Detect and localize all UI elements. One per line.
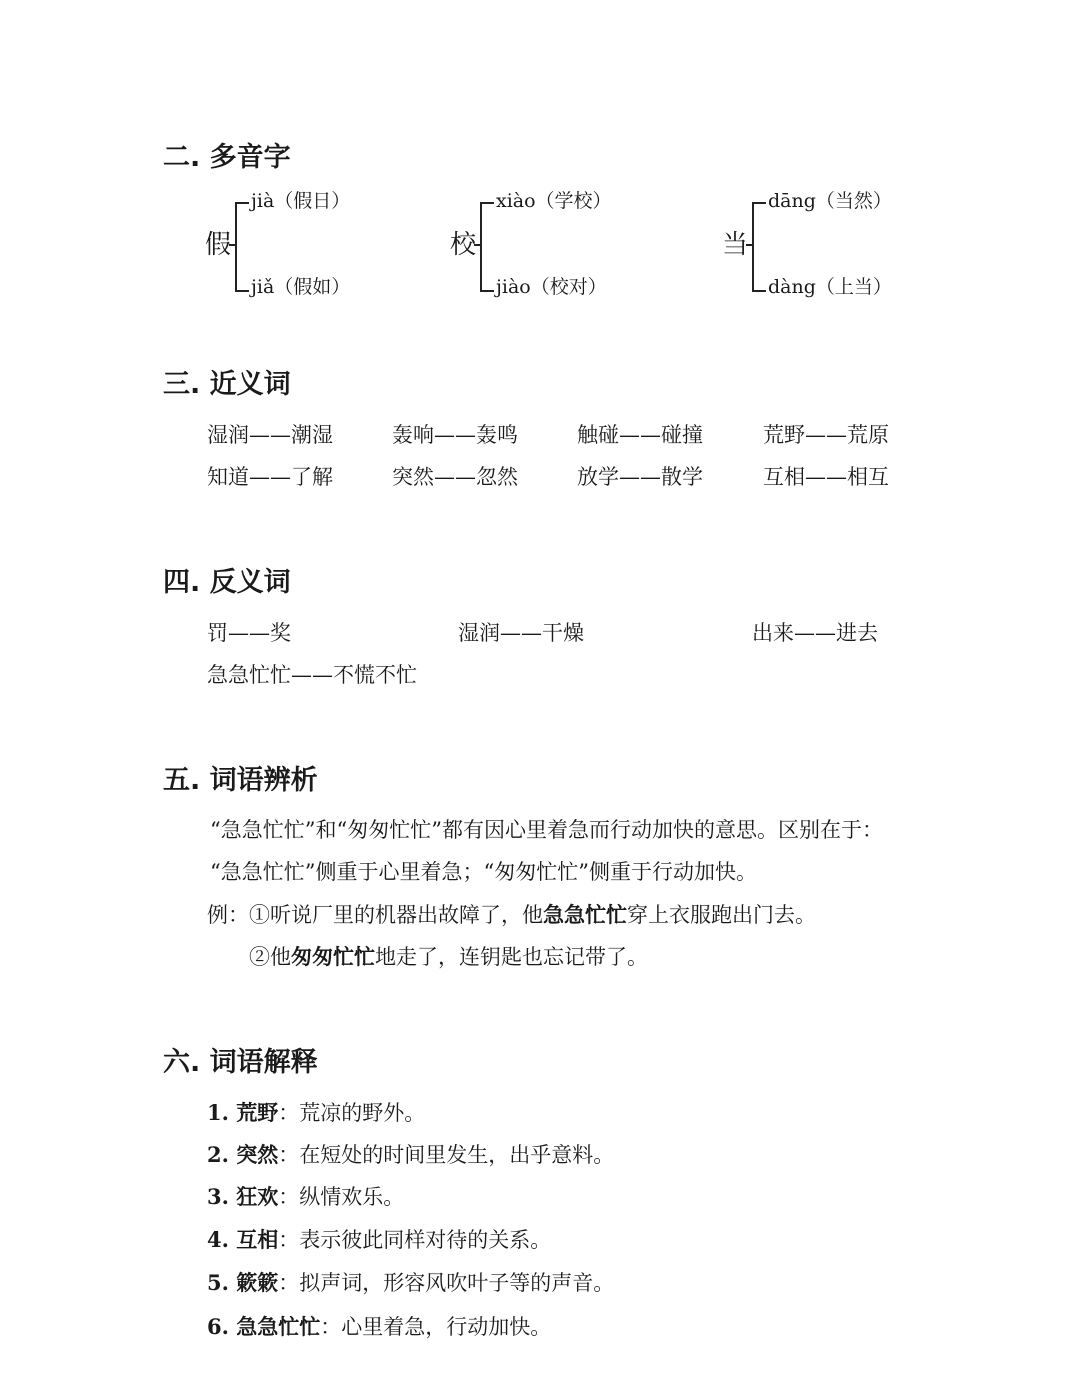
antonym-pair: 罚——奖 xyxy=(207,621,291,645)
example-keyword: 急急忙忙 xyxy=(543,902,627,927)
antonym-pair: 出来——进去 xyxy=(752,621,878,645)
explanation-item xyxy=(207,1225,551,1255)
example-text: 例：①听说厂里的机器出故障了，他 xyxy=(207,903,543,927)
synonym-pair: 轰响——轰鸣 xyxy=(392,423,518,447)
explanation-item xyxy=(207,1140,614,1170)
explanation-term: 1. 荒野 xyxy=(207,1100,279,1125)
example-keyword: 匆匆忙忙 xyxy=(291,944,375,969)
explanation-definition: ：心里着急，行动加快。 xyxy=(320,1315,552,1339)
example-text: 穿上衣服跑出门去。 xyxy=(627,903,816,927)
analysis-line: “急急忙忙”侧重于心里着急；“匆匆忙忙”侧重于行动加快。 xyxy=(210,860,757,884)
synonym-pair: 突然——忽然 xyxy=(392,465,518,489)
section-title-polyphonic: 二. 多音字 xyxy=(163,142,291,173)
polyphonic-group xyxy=(450,186,690,306)
reading-2: jiào（校对） xyxy=(496,276,607,298)
brace xyxy=(480,202,494,292)
polyphonic-group xyxy=(205,186,445,306)
explanation-definition: ：荒凉的野外。 xyxy=(278,1101,426,1125)
synonym-pair: 湿润——潮湿 xyxy=(207,423,333,447)
example-sentence-1 xyxy=(207,900,816,930)
section-title-antonyms: 四. 反义词 xyxy=(163,567,291,598)
explanation-item xyxy=(207,1098,425,1128)
polyphonic-char: 当 xyxy=(722,230,749,260)
brace xyxy=(752,202,766,292)
explanation-item xyxy=(207,1268,614,1298)
antonym-pair: 湿润——干燥 xyxy=(458,621,584,645)
explanation-definition: ：在短处的时间里发生，出乎意料。 xyxy=(278,1143,615,1167)
example-sentence-2 xyxy=(249,942,648,972)
section-title-word-explanations: 六. 词语解释 xyxy=(163,1047,318,1078)
analysis-line: “急急忙忙”和“匆匆忙忙”都有因心里着急而行动加快的意思。区别在于： xyxy=(210,818,883,842)
brace xyxy=(235,202,249,292)
reading-1: xiào（学校） xyxy=(496,190,612,212)
explanation-term: 2. 突然 xyxy=(207,1142,279,1167)
reading-1: jià（假日） xyxy=(251,190,351,212)
reading-1: dāng（当然） xyxy=(768,190,892,212)
explanation-term: 4. 互相 xyxy=(207,1227,279,1252)
antonym-pair: 急急忙忙——不慌不忙 xyxy=(207,663,417,687)
explanation-term: 6. 急急忙忙 xyxy=(207,1314,321,1339)
polyphonic-group xyxy=(722,186,962,306)
synonym-pair: 互相——相互 xyxy=(763,465,889,489)
explanation-definition: ：纵情欢乐。 xyxy=(278,1185,405,1209)
reading-2: jiǎ（假如） xyxy=(251,276,351,298)
explanation-definition: ：拟声词，形容风吹叶子等的声音。 xyxy=(278,1271,615,1295)
section-title-synonyms: 三. 近义词 xyxy=(163,369,291,400)
example-text: ②他 xyxy=(249,945,291,969)
synonym-pair: 放学——散学 xyxy=(577,465,703,489)
explanation-item xyxy=(207,1182,404,1212)
synonym-pair: 知道——了解 xyxy=(207,465,333,489)
section-title-word-analysis: 五. 词语辨析 xyxy=(163,765,318,796)
reading-2: dàng（上当） xyxy=(768,276,892,298)
synonym-pair: 荒野——荒原 xyxy=(763,423,889,447)
polyphonic-char: 假 xyxy=(205,230,232,260)
synonym-pair: 触碰——碰撞 xyxy=(577,423,703,447)
polyphonic-char: 校 xyxy=(450,230,477,260)
explanation-term: 5. 簌簌 xyxy=(207,1270,279,1295)
example-text: 地走了，连钥匙也忘记带了。 xyxy=(375,945,648,969)
explanation-definition: ：表示彼此同样对待的关系。 xyxy=(278,1228,552,1252)
explanation-item xyxy=(207,1312,551,1342)
explanation-term: 3. 狂欢 xyxy=(207,1184,279,1209)
